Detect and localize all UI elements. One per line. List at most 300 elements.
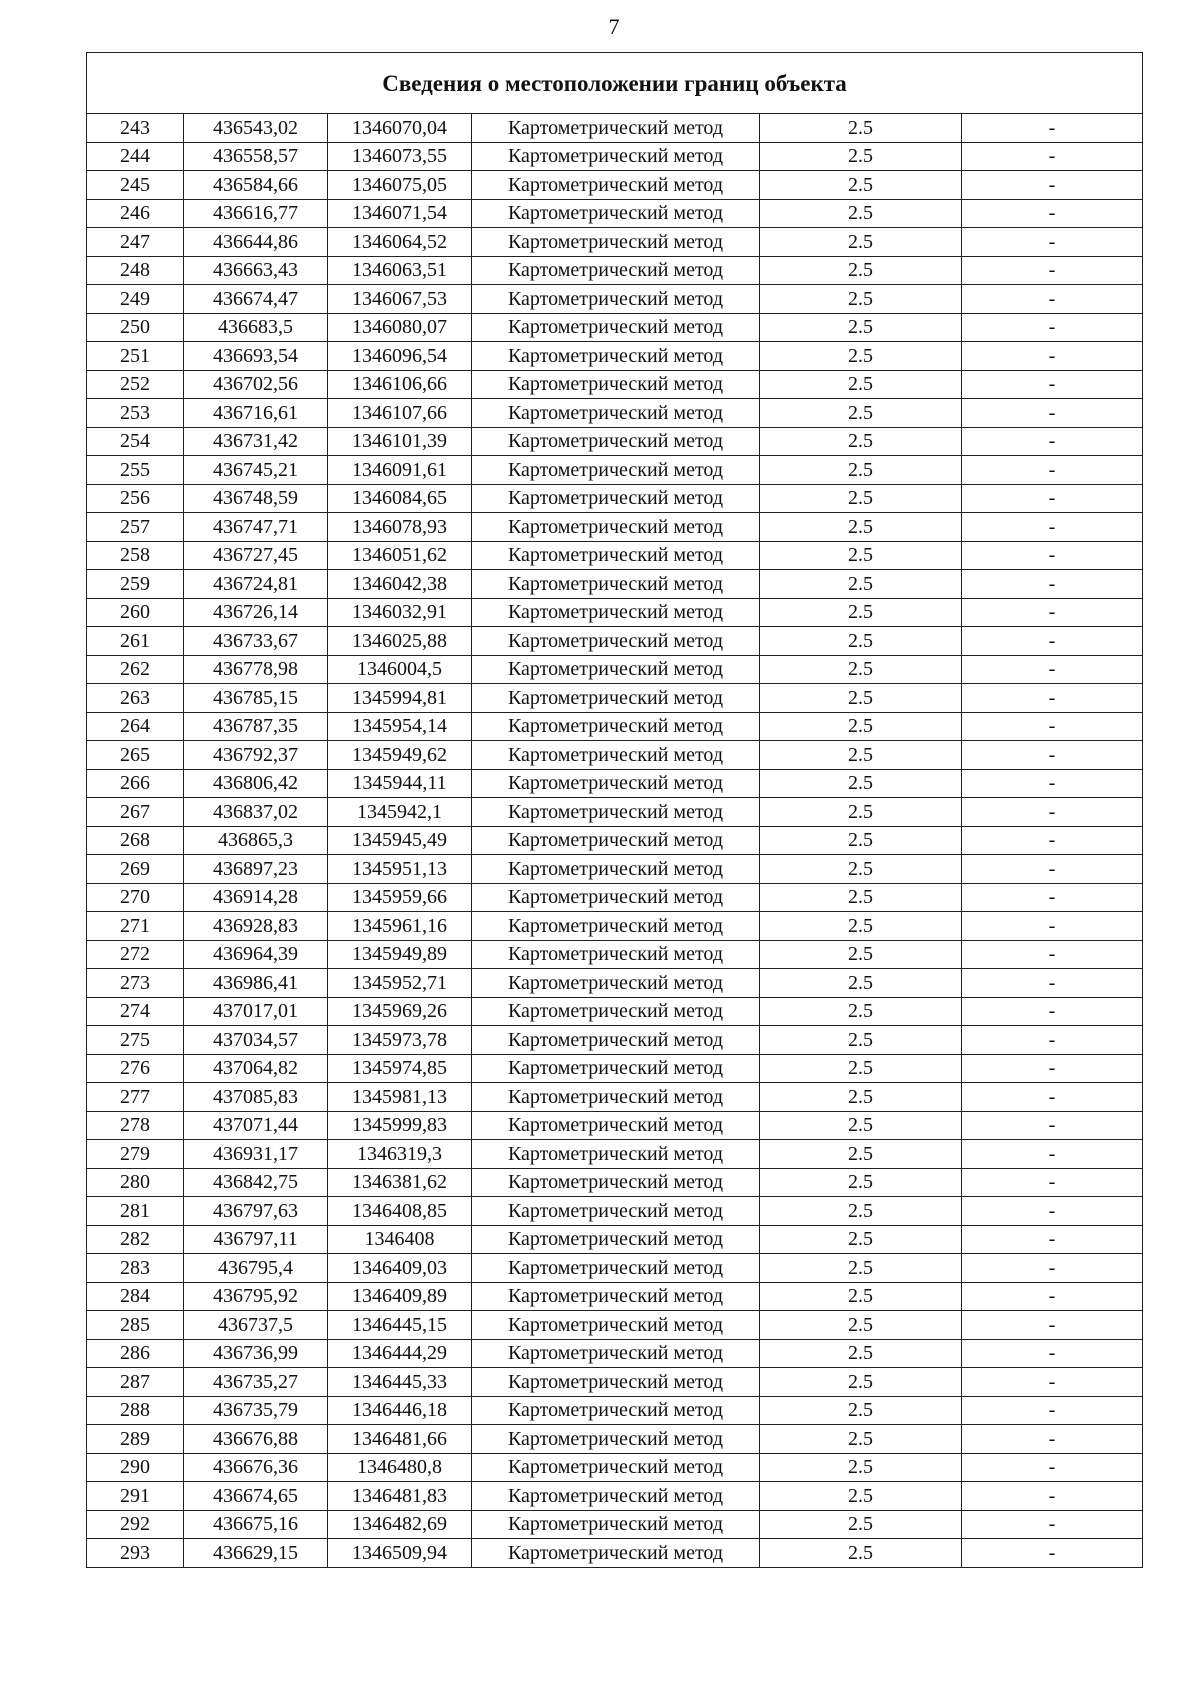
x-coordinate-cell: 436702,56 xyxy=(184,370,328,399)
x-coordinate-cell: 436797,11 xyxy=(184,1225,328,1254)
y-coordinate-cell: 1346096,54 xyxy=(328,342,472,371)
table-row xyxy=(87,1197,1143,1226)
point-number-cell: 259 xyxy=(87,570,184,599)
description-cell: - xyxy=(962,285,1143,314)
point-number-cell: 273 xyxy=(87,969,184,998)
table-row xyxy=(87,1254,1143,1283)
method-cell: Картометрический метод xyxy=(472,598,760,627)
accuracy-cell: 2.5 xyxy=(760,541,962,570)
method-cell: Картометрический метод xyxy=(472,313,760,342)
description-cell: - xyxy=(962,798,1143,827)
point-number-cell: 293 xyxy=(87,1539,184,1568)
description-cell: - xyxy=(962,1282,1143,1311)
y-coordinate-cell: 1346481,66 xyxy=(328,1425,472,1454)
x-coordinate-cell: 437034,57 xyxy=(184,1026,328,1055)
table-row xyxy=(87,427,1143,456)
method-cell: Картометрический метод xyxy=(472,969,760,998)
y-coordinate-cell: 1346073,55 xyxy=(328,142,472,171)
accuracy-cell: 2.5 xyxy=(760,997,962,1026)
method-cell: Картометрический метод xyxy=(472,1168,760,1197)
y-coordinate-cell: 1346107,66 xyxy=(328,399,472,428)
method-cell: Картометрический метод xyxy=(472,171,760,200)
method-cell: Картометрический метод xyxy=(472,541,760,570)
description-cell: - xyxy=(962,1197,1143,1226)
x-coordinate-cell: 436683,5 xyxy=(184,313,328,342)
point-number-cell: 244 xyxy=(87,142,184,171)
x-coordinate-cell: 436616,77 xyxy=(184,199,328,228)
method-cell: Картометрический метод xyxy=(472,513,760,542)
accuracy-cell: 2.5 xyxy=(760,883,962,912)
x-coordinate-cell: 436693,54 xyxy=(184,342,328,371)
y-coordinate-cell: 1346409,03 xyxy=(328,1254,472,1283)
description-cell: - xyxy=(962,456,1143,485)
table-row xyxy=(87,1425,1143,1454)
table-title-row xyxy=(87,53,1143,114)
method-cell: Картометрический метод xyxy=(472,1054,760,1083)
accuracy-cell: 2.5 xyxy=(760,1425,962,1454)
table-row xyxy=(87,712,1143,741)
table-row xyxy=(87,1140,1143,1169)
description-cell: - xyxy=(962,370,1143,399)
y-coordinate-cell: 1346480,8 xyxy=(328,1453,472,1482)
x-coordinate-cell: 437017,01 xyxy=(184,997,328,1026)
table-row xyxy=(87,798,1143,827)
x-coordinate-cell: 436785,15 xyxy=(184,684,328,713)
method-cell: Картометрический метод xyxy=(472,1197,760,1226)
accuracy-cell: 2.5 xyxy=(760,769,962,798)
y-coordinate-cell: 1346101,39 xyxy=(328,427,472,456)
y-coordinate-cell: 1345969,26 xyxy=(328,997,472,1026)
y-coordinate-cell: 1345944,11 xyxy=(328,769,472,798)
method-cell: Картометрический метод xyxy=(472,1482,760,1511)
method-cell: Картометрический метод xyxy=(472,883,760,912)
x-coordinate-cell: 436674,47 xyxy=(184,285,328,314)
point-number-cell: 279 xyxy=(87,1140,184,1169)
x-coordinate-cell: 436735,27 xyxy=(184,1368,328,1397)
table-row xyxy=(87,997,1143,1026)
description-cell: - xyxy=(962,1368,1143,1397)
description-cell: - xyxy=(962,1510,1143,1539)
description-cell: - xyxy=(962,1111,1143,1140)
x-coordinate-cell: 436736,99 xyxy=(184,1339,328,1368)
description-cell: - xyxy=(962,741,1143,770)
y-coordinate-cell: 1345959,66 xyxy=(328,883,472,912)
description-cell: - xyxy=(962,883,1143,912)
point-number-cell: 256 xyxy=(87,484,184,513)
point-number-cell: 280 xyxy=(87,1168,184,1197)
table-row xyxy=(87,142,1143,171)
x-coordinate-cell: 436716,61 xyxy=(184,399,328,428)
table-row xyxy=(87,1482,1143,1511)
method-cell: Картометрический метод xyxy=(472,456,760,485)
point-number-cell: 264 xyxy=(87,712,184,741)
description-cell: - xyxy=(962,513,1143,542)
y-coordinate-cell: 1346445,33 xyxy=(328,1368,472,1397)
x-coordinate-cell: 436731,42 xyxy=(184,427,328,456)
point-number-cell: 277 xyxy=(87,1083,184,1112)
method-cell: Картометрический метод xyxy=(472,684,760,713)
description-cell: - xyxy=(962,1054,1143,1083)
x-coordinate-cell: 436737,5 xyxy=(184,1311,328,1340)
x-coordinate-cell: 437071,44 xyxy=(184,1111,328,1140)
x-coordinate-cell: 436629,15 xyxy=(184,1539,328,1568)
accuracy-cell: 2.5 xyxy=(760,655,962,684)
description-cell: - xyxy=(962,712,1143,741)
method-cell: Картометрический метод xyxy=(472,1225,760,1254)
accuracy-cell: 2.5 xyxy=(760,313,962,342)
description-cell: - xyxy=(962,912,1143,941)
x-coordinate-cell: 436795,4 xyxy=(184,1254,328,1283)
description-cell: - xyxy=(962,684,1143,713)
method-cell: Картометрический метод xyxy=(472,256,760,285)
table-row xyxy=(87,399,1143,428)
table-row xyxy=(87,855,1143,884)
accuracy-cell: 2.5 xyxy=(760,256,962,285)
accuracy-cell: 2.5 xyxy=(760,1482,962,1511)
accuracy-cell: 2.5 xyxy=(760,741,962,770)
description-cell: - xyxy=(962,541,1143,570)
point-number-cell: 278 xyxy=(87,1111,184,1140)
description-cell: - xyxy=(962,1254,1143,1283)
x-coordinate-cell: 436964,39 xyxy=(184,940,328,969)
x-coordinate-cell: 436747,71 xyxy=(184,513,328,542)
table-row xyxy=(87,940,1143,969)
description-cell: - xyxy=(962,826,1143,855)
accuracy-cell: 2.5 xyxy=(760,1140,962,1169)
point-number-cell: 255 xyxy=(87,456,184,485)
accuracy-cell: 2.5 xyxy=(760,342,962,371)
point-number-cell: 274 xyxy=(87,997,184,1026)
accuracy-cell: 2.5 xyxy=(760,855,962,884)
description-cell: - xyxy=(962,627,1143,656)
table-row xyxy=(87,114,1143,143)
description-cell: - xyxy=(962,1026,1143,1055)
description-cell: - xyxy=(962,1311,1143,1340)
table-row xyxy=(87,826,1143,855)
y-coordinate-cell: 1345952,71 xyxy=(328,969,472,998)
point-number-cell: 270 xyxy=(87,883,184,912)
description-cell: - xyxy=(962,1339,1143,1368)
table-title: Сведения о местоположении границ объекта xyxy=(87,53,1143,114)
point-number-cell: 282 xyxy=(87,1225,184,1254)
y-coordinate-cell: 1345961,16 xyxy=(328,912,472,941)
x-coordinate-cell: 436795,92 xyxy=(184,1282,328,1311)
point-number-cell: 286 xyxy=(87,1339,184,1368)
description-cell: - xyxy=(962,655,1143,684)
table-body xyxy=(87,114,1143,1568)
point-number-cell: 289 xyxy=(87,1425,184,1454)
point-number-cell: 291 xyxy=(87,1482,184,1511)
method-cell: Картометрический метод xyxy=(472,741,760,770)
method-cell: Картометрический метод xyxy=(472,342,760,371)
description-cell: - xyxy=(962,1482,1143,1511)
y-coordinate-cell: 1346319,3 xyxy=(328,1140,472,1169)
accuracy-cell: 2.5 xyxy=(760,1083,962,1112)
description-cell: - xyxy=(962,769,1143,798)
accuracy-cell: 2.5 xyxy=(760,1026,962,1055)
point-number-cell: 246 xyxy=(87,199,184,228)
table-row xyxy=(87,256,1143,285)
method-cell: Картометрический метод xyxy=(472,114,760,143)
accuracy-cell: 2.5 xyxy=(760,684,962,713)
accuracy-cell: 2.5 xyxy=(760,142,962,171)
y-coordinate-cell: 1345942,1 xyxy=(328,798,472,827)
table-row xyxy=(87,484,1143,513)
description-cell: - xyxy=(962,114,1143,143)
point-number-cell: 275 xyxy=(87,1026,184,1055)
table-row xyxy=(87,1539,1143,1568)
description-cell: - xyxy=(962,1396,1143,1425)
method-cell: Картометрический метод xyxy=(472,570,760,599)
method-cell: Картометрический метод xyxy=(472,912,760,941)
accuracy-cell: 2.5 xyxy=(760,1054,962,1083)
accuracy-cell: 2.5 xyxy=(760,1225,962,1254)
point-number-cell: 248 xyxy=(87,256,184,285)
x-coordinate-cell: 436735,79 xyxy=(184,1396,328,1425)
point-number-cell: 260 xyxy=(87,598,184,627)
y-coordinate-cell: 1346032,91 xyxy=(328,598,472,627)
table-row xyxy=(87,655,1143,684)
table-row xyxy=(87,741,1143,770)
method-cell: Картометрический метод xyxy=(472,1311,760,1340)
y-coordinate-cell: 1345951,13 xyxy=(328,855,472,884)
description-cell: - xyxy=(962,598,1143,627)
x-coordinate-cell: 436865,3 xyxy=(184,826,328,855)
method-cell: Картометрический метод xyxy=(472,627,760,656)
point-number-cell: 258 xyxy=(87,541,184,570)
y-coordinate-cell: 1346051,62 xyxy=(328,541,472,570)
table-row xyxy=(87,1339,1143,1368)
point-number-cell: 271 xyxy=(87,912,184,941)
x-coordinate-cell: 436986,41 xyxy=(184,969,328,998)
description-cell: - xyxy=(962,570,1143,599)
description-cell: - xyxy=(962,228,1143,257)
table-row xyxy=(87,199,1143,228)
accuracy-cell: 2.5 xyxy=(760,1311,962,1340)
description-cell: - xyxy=(962,1168,1143,1197)
y-coordinate-cell: 1346445,15 xyxy=(328,1311,472,1340)
y-coordinate-cell: 1345973,78 xyxy=(328,1026,472,1055)
accuracy-cell: 2.5 xyxy=(760,114,962,143)
table-row xyxy=(87,370,1143,399)
accuracy-cell: 2.5 xyxy=(760,570,962,599)
y-coordinate-cell: 1346446,18 xyxy=(328,1396,472,1425)
point-number-cell: 253 xyxy=(87,399,184,428)
description-cell: - xyxy=(962,1225,1143,1254)
y-coordinate-cell: 1346482,69 xyxy=(328,1510,472,1539)
x-coordinate-cell: 436558,57 xyxy=(184,142,328,171)
x-coordinate-cell: 436745,21 xyxy=(184,456,328,485)
method-cell: Картометрический метод xyxy=(472,370,760,399)
y-coordinate-cell: 1346444,29 xyxy=(328,1339,472,1368)
description-cell: - xyxy=(962,997,1143,1026)
accuracy-cell: 2.5 xyxy=(760,826,962,855)
table-row xyxy=(87,1168,1143,1197)
description-cell: - xyxy=(962,1425,1143,1454)
point-number-cell: 243 xyxy=(87,114,184,143)
x-coordinate-cell: 436724,81 xyxy=(184,570,328,599)
description-cell: - xyxy=(962,342,1143,371)
description-cell: - xyxy=(962,399,1143,428)
method-cell: Картометрический метод xyxy=(472,655,760,684)
method-cell: Картометрический метод xyxy=(472,228,760,257)
accuracy-cell: 2.5 xyxy=(760,798,962,827)
table-row xyxy=(87,570,1143,599)
method-cell: Картометрический метод xyxy=(472,1026,760,1055)
point-number-cell: 266 xyxy=(87,769,184,798)
point-number-cell: 247 xyxy=(87,228,184,257)
boundary-coordinates-table xyxy=(86,52,1143,1568)
point-number-cell: 254 xyxy=(87,427,184,456)
method-cell: Картометрический метод xyxy=(472,712,760,741)
accuracy-cell: 2.5 xyxy=(760,969,962,998)
accuracy-cell: 2.5 xyxy=(760,1197,962,1226)
y-coordinate-cell: 1346381,62 xyxy=(328,1168,472,1197)
y-coordinate-cell: 1346084,65 xyxy=(328,484,472,513)
accuracy-cell: 2.5 xyxy=(760,427,962,456)
table-row xyxy=(87,769,1143,798)
method-cell: Картометрический метод xyxy=(472,484,760,513)
method-cell: Картометрический метод xyxy=(472,940,760,969)
table-row xyxy=(87,456,1143,485)
accuracy-cell: 2.5 xyxy=(760,484,962,513)
method-cell: Картометрический метод xyxy=(472,826,760,855)
accuracy-cell: 2.5 xyxy=(760,598,962,627)
x-coordinate-cell: 437064,82 xyxy=(184,1054,328,1083)
x-coordinate-cell: 436778,98 xyxy=(184,655,328,684)
accuracy-cell: 2.5 xyxy=(760,1396,962,1425)
method-cell: Картометрический метод xyxy=(472,1396,760,1425)
x-coordinate-cell: 437085,83 xyxy=(184,1083,328,1112)
accuracy-cell: 2.5 xyxy=(760,712,962,741)
x-coordinate-cell: 436644,86 xyxy=(184,228,328,257)
table-row xyxy=(87,1083,1143,1112)
x-coordinate-cell: 436792,37 xyxy=(184,741,328,770)
method-cell: Картометрический метод xyxy=(472,1510,760,1539)
x-coordinate-cell: 436842,75 xyxy=(184,1168,328,1197)
y-coordinate-cell: 1345999,83 xyxy=(328,1111,472,1140)
accuracy-cell: 2.5 xyxy=(760,1453,962,1482)
description-cell: - xyxy=(962,1453,1143,1482)
description-cell: - xyxy=(962,1140,1143,1169)
accuracy-cell: 2.5 xyxy=(760,1254,962,1283)
table-row xyxy=(87,1510,1143,1539)
point-number-cell: 257 xyxy=(87,513,184,542)
method-cell: Картометрический метод xyxy=(472,1254,760,1283)
x-coordinate-cell: 436543,02 xyxy=(184,114,328,143)
point-number-cell: 281 xyxy=(87,1197,184,1226)
point-number-cell: 245 xyxy=(87,171,184,200)
y-coordinate-cell: 1346071,54 xyxy=(328,199,472,228)
point-number-cell: 292 xyxy=(87,1510,184,1539)
description-cell: - xyxy=(962,969,1143,998)
y-coordinate-cell: 1346064,52 xyxy=(328,228,472,257)
method-cell: Картометрический метод xyxy=(472,798,760,827)
accuracy-cell: 2.5 xyxy=(760,370,962,399)
y-coordinate-cell: 1345949,89 xyxy=(328,940,472,969)
y-coordinate-cell: 1346063,51 xyxy=(328,256,472,285)
page-number: 7 xyxy=(608,14,620,39)
table-row xyxy=(87,598,1143,627)
description-cell: - xyxy=(962,256,1143,285)
y-coordinate-cell: 1346509,94 xyxy=(328,1539,472,1568)
point-number-cell: 283 xyxy=(87,1254,184,1283)
description-cell: - xyxy=(962,484,1143,513)
x-coordinate-cell: 436584,66 xyxy=(184,171,328,200)
table-row xyxy=(87,1225,1143,1254)
description-cell: - xyxy=(962,199,1143,228)
x-coordinate-cell: 436727,45 xyxy=(184,541,328,570)
method-cell: Картометрический метод xyxy=(472,1368,760,1397)
y-coordinate-cell: 1346025,88 xyxy=(328,627,472,656)
y-coordinate-cell: 1346408 xyxy=(328,1225,472,1254)
method-cell: Картометрический метод xyxy=(472,997,760,1026)
point-number-cell: 263 xyxy=(87,684,184,713)
method-cell: Картометрический метод xyxy=(472,427,760,456)
x-coordinate-cell: 436676,88 xyxy=(184,1425,328,1454)
table-row xyxy=(87,1054,1143,1083)
accuracy-cell: 2.5 xyxy=(760,1368,962,1397)
method-cell: Картометрический метод xyxy=(472,142,760,171)
x-coordinate-cell: 436914,28 xyxy=(184,883,328,912)
x-coordinate-cell: 436674,65 xyxy=(184,1482,328,1511)
accuracy-cell: 2.5 xyxy=(760,1168,962,1197)
accuracy-cell: 2.5 xyxy=(760,285,962,314)
x-coordinate-cell: 436931,17 xyxy=(184,1140,328,1169)
x-coordinate-cell: 436806,42 xyxy=(184,769,328,798)
description-cell: - xyxy=(962,1083,1143,1112)
point-number-cell: 261 xyxy=(87,627,184,656)
x-coordinate-cell: 436675,16 xyxy=(184,1510,328,1539)
y-coordinate-cell: 1346067,53 xyxy=(328,285,472,314)
y-coordinate-cell: 1346481,83 xyxy=(328,1482,472,1511)
accuracy-cell: 2.5 xyxy=(760,399,962,428)
method-cell: Картометрический метод xyxy=(472,1339,760,1368)
table-row xyxy=(87,1453,1143,1482)
x-coordinate-cell: 436897,23 xyxy=(184,855,328,884)
y-coordinate-cell: 1346078,93 xyxy=(328,513,472,542)
table-row xyxy=(87,1368,1143,1397)
y-coordinate-cell: 1345954,14 xyxy=(328,712,472,741)
description-cell: - xyxy=(962,855,1143,884)
y-coordinate-cell: 1346408,85 xyxy=(328,1197,472,1226)
table-row xyxy=(87,171,1143,200)
table-row xyxy=(87,1282,1143,1311)
y-coordinate-cell: 1345974,85 xyxy=(328,1054,472,1083)
y-coordinate-cell: 1345981,13 xyxy=(328,1083,472,1112)
x-coordinate-cell: 436837,02 xyxy=(184,798,328,827)
table-row xyxy=(87,627,1143,656)
accuracy-cell: 2.5 xyxy=(760,228,962,257)
accuracy-cell: 2.5 xyxy=(760,940,962,969)
accuracy-cell: 2.5 xyxy=(760,513,962,542)
table-row xyxy=(87,285,1143,314)
method-cell: Картометрический метод xyxy=(472,1453,760,1482)
point-number-cell: 265 xyxy=(87,741,184,770)
y-coordinate-cell: 1346075,05 xyxy=(328,171,472,200)
method-cell: Картометрический метод xyxy=(472,199,760,228)
y-coordinate-cell: 1345994,81 xyxy=(328,684,472,713)
method-cell: Картометрический метод xyxy=(472,1282,760,1311)
accuracy-cell: 2.5 xyxy=(760,627,962,656)
description-cell: - xyxy=(962,940,1143,969)
accuracy-cell: 2.5 xyxy=(760,1339,962,1368)
table-row xyxy=(87,342,1143,371)
x-coordinate-cell: 436676,36 xyxy=(184,1453,328,1482)
method-cell: Картометрический метод xyxy=(472,769,760,798)
description-cell: - xyxy=(962,171,1143,200)
point-number-cell: 249 xyxy=(87,285,184,314)
